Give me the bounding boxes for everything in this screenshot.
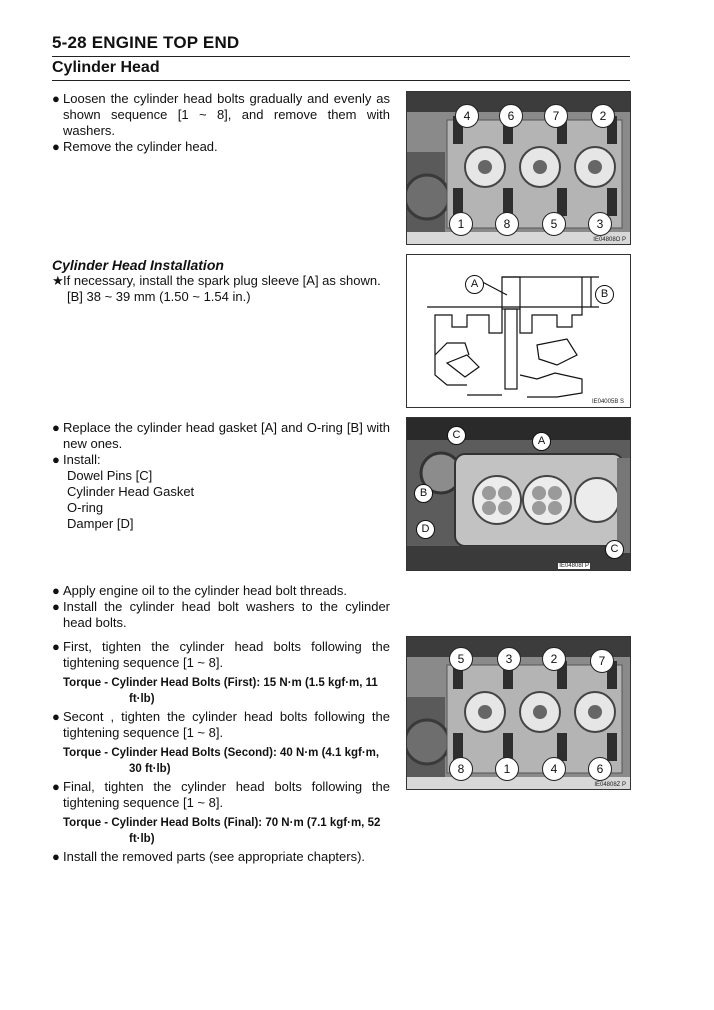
bullet-item	[52, 452, 390, 468]
callout-label: B	[414, 484, 433, 503]
figure-gasket	[406, 417, 631, 571]
bullet-marker: ●	[52, 639, 60, 654]
section-rule	[52, 80, 630, 81]
torque-spec-first	[52, 675, 390, 707]
bolt-label: 6	[588, 757, 612, 781]
bullet-marker: ●	[52, 583, 60, 598]
torque-line: ft·lb)	[129, 833, 155, 845]
bullet-marker: ●	[52, 420, 60, 435]
star-text: If necessary, install the spark plug sleeve [A] as shown.	[63, 273, 381, 288]
bolt-label: 2	[542, 647, 566, 671]
bullet-item	[52, 599, 390, 631]
bullet-text: First, tighten the cylinder head bolts following the tightening sequence [1 ~ 8].	[63, 639, 390, 670]
bullet-text: Install the cylinder head bolt washers to the cylinder head bolts.	[63, 599, 390, 630]
bullet-text: Secont , tighten the cylinder head bolts following the tightening sequence [1 ~ 8].	[63, 709, 390, 740]
bolt-label: 6	[499, 104, 523, 128]
bolt-label: 4	[542, 757, 566, 781]
bullet-item	[52, 709, 390, 741]
callout-label: C	[605, 540, 624, 559]
bolt-label: 2	[591, 104, 615, 128]
bolt-label: 7	[590, 649, 614, 673]
bullet-text: Replace the cylinder head gasket [A] and O-ring [B] with new ones.	[63, 420, 390, 451]
star-marker: ★	[52, 273, 64, 288]
bolt-label: 4	[455, 104, 479, 128]
bullet-text: Final, tighten the cylinder head bolts following the tightening sequence [1 ~ 8].	[63, 779, 390, 810]
callout-label: A	[532, 432, 551, 451]
bullet-item	[52, 583, 390, 599]
bullet-marker: ●	[52, 779, 60, 794]
bullet-marker: ●	[52, 849, 60, 864]
bullet-item	[52, 779, 390, 811]
torque-line: 30 ft·lb)	[129, 763, 171, 775]
torque-spec-final	[52, 815, 390, 847]
bullet-marker: ●	[52, 91, 60, 106]
figure-code: IE04005B S	[591, 399, 624, 405]
bullet-text: Install the removed parts (see appropriate chapters).	[63, 849, 366, 864]
section-title: Cylinder Head	[52, 59, 160, 76]
bolt-label: 5	[542, 212, 566, 236]
bullet-marker: ●	[52, 599, 60, 614]
figure-code: IE04808I P	[559, 563, 589, 569]
bullet-item	[52, 420, 390, 452]
bolt-label: 1	[449, 212, 473, 236]
bolt-label: 1	[495, 757, 519, 781]
callout-label-b: B	[595, 285, 614, 304]
figure-spark-plug-sleeve	[406, 254, 631, 408]
callout-label: C	[447, 426, 466, 445]
bullet-item	[52, 849, 390, 865]
list-item: Damper [D]	[67, 516, 134, 531]
bullet-item	[52, 91, 390, 139]
torque-line: Torque - Cylinder Head Bolts (First): 15 N·m (1.5 kgf·m, 11	[63, 677, 378, 689]
bullet-item	[52, 639, 390, 671]
star-item	[52, 273, 390, 289]
oil-steps	[52, 583, 390, 631]
figure-code: IE04808Z P	[594, 782, 626, 788]
callout-label-a: A	[465, 275, 484, 294]
bullet-text: Apply engine oil to the cylinder head bolt threads.	[63, 583, 348, 598]
subsection-title: Cylinder Head Installation	[52, 257, 224, 273]
torque-line: ft·lb)	[129, 693, 155, 705]
torque-line: Torque - Cylinder Head Bolts (Second): 40 N·m (4.1 kgf·m,	[63, 747, 380, 759]
figure-tightening-sequence	[406, 636, 631, 790]
list-item: O-ring	[67, 500, 104, 515]
torque-line: Torque - Cylinder Head Bolts (Final): 70 N·m (7.1 kgf·m, 52	[63, 817, 381, 829]
bullet-text: Install:	[63, 452, 101, 467]
figure-code: IE04808O P	[593, 237, 626, 243]
page-header-title: 5-28 ENGINE TOP END	[52, 33, 240, 52]
torque-spec-second	[52, 745, 390, 777]
tightening-steps	[52, 639, 390, 865]
installation-steps	[52, 273, 390, 305]
bolt-label: 3	[588, 212, 612, 236]
figure-loosening-sequence	[406, 91, 631, 245]
sleeve-line-drawing	[407, 255, 630, 407]
bullet-marker: ●	[52, 452, 60, 467]
header-rule	[52, 56, 630, 57]
gasket-photo	[407, 418, 630, 570]
gasket-steps	[52, 420, 390, 532]
list-item: Dowel Pins [C]	[67, 468, 153, 483]
bolt-label: 3	[497, 647, 521, 671]
bullet-marker: ●	[52, 709, 60, 724]
bolt-label: 8	[449, 757, 473, 781]
bullet-text: Remove the cylinder head.	[63, 139, 218, 154]
bullet-item	[52, 139, 390, 155]
bullet-marker: ●	[52, 139, 60, 154]
bolt-label: 8	[495, 212, 519, 236]
dimension-text: [B] 38 ~ 39 mm (1.50 ~ 1.54 in.)	[67, 289, 251, 304]
bolt-label: 7	[544, 104, 568, 128]
bolt-label: 5	[449, 647, 473, 671]
bullet-text: Loosen the cylinder head bolts gradually and evenly as shown sequence [1 ~ 8], and remove them with washers.	[63, 91, 390, 138]
list-item: Cylinder Head Gasket	[67, 484, 195, 499]
removal-steps	[52, 91, 390, 155]
callout-label: D	[416, 520, 435, 539]
